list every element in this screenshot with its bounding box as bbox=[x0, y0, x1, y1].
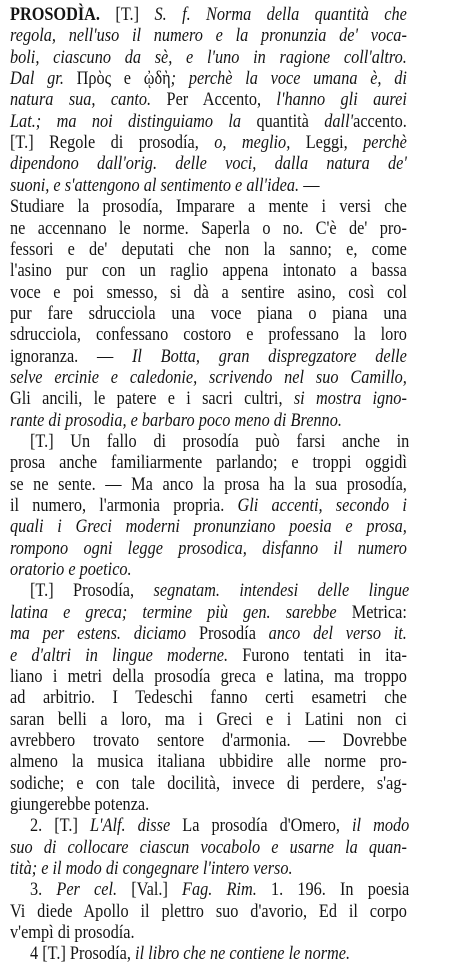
text-run: S. f. Norma della quantità che bbox=[154, 5, 407, 25]
text-run: rompono ogni legge prosodica, disfanno il numero bbox=[10, 538, 407, 559]
sense-4: 4 [T.] Prosodía, bbox=[30, 944, 136, 965]
text-run: pur fare sdrucciola una voce piana o piana una bbox=[10, 303, 407, 324]
text-run: anco del verso it. bbox=[268, 624, 407, 645]
sense-2: 2. [T.] bbox=[30, 816, 90, 837]
text-run: voce e poi smesso, si dà a sentire asino, così col bbox=[10, 282, 407, 303]
text-run: suoni, e s'attengono al sentimento e all'idea. bbox=[10, 175, 300, 196]
text-run: accento. bbox=[353, 111, 407, 132]
text-run: il numero, l'armonia propria. bbox=[10, 496, 238, 517]
text-run: latina e greca; termine più gen. sarebbe bbox=[10, 602, 352, 623]
text-run: perchè bbox=[363, 133, 407, 154]
text-run: se ne sente. — Ma anco la prosa ha la sua prosodía, bbox=[10, 474, 407, 495]
text-run: saran belli a loro, ma i Greci e i Latini non ci bbox=[10, 709, 407, 730]
text-run: ; perchè la voce umana è, di bbox=[170, 69, 407, 90]
text-run: Dal gr. bbox=[10, 69, 77, 90]
text-run: prosa anche familiarmente parlando; e troppi oggidì bbox=[10, 453, 407, 474]
text-run: quali i Greci moderni pronunziano poesia e prosa, bbox=[10, 517, 407, 538]
text-run: Fag. Rim. bbox=[182, 880, 271, 901]
text-run: sdrucciola, confessano costoro e professano la loro bbox=[10, 325, 407, 346]
text-run: suo di collocare ciascun vocabolo e usarne la quan- bbox=[10, 837, 407, 858]
text-run: dipendono dall'orig. delle voci, dalla natura de' bbox=[10, 154, 407, 175]
text-run: Metrica: bbox=[351, 602, 407, 623]
text-run: e d'altri in lingue moderne. bbox=[10, 645, 243, 666]
text-run: selve ercinie e caledonie, scrivendo nel suo Camillo, bbox=[10, 367, 407, 388]
text-run: o, meglio, bbox=[214, 133, 306, 154]
text-line bbox=[30, 942, 409, 966]
text-run: ignoranza. — bbox=[10, 346, 132, 367]
text-run: Vi diede Apollo il plettro suo d'avorio, Ed il corpo bbox=[10, 901, 407, 922]
greek-etymon: Πρὸς e ᾠδὴ bbox=[76, 69, 171, 90]
text-run: Il Botta, gran dispregzatore delle bbox=[131, 346, 407, 367]
text-run: ma per estens. diciamo bbox=[10, 624, 199, 645]
text-run: v'empì di prosodía. bbox=[10, 923, 135, 944]
text-run: Prosodía bbox=[198, 624, 269, 645]
text-run: si mostra igno- bbox=[293, 389, 407, 410]
text-run: l'asino pur con un raglio appena intonato a bassa bbox=[10, 261, 407, 282]
text-run: Per Accento, bbox=[166, 90, 277, 111]
text-run: natura sua, canto. bbox=[10, 90, 167, 111]
text-run: giungerebbe potenza. bbox=[10, 794, 150, 815]
source-tag: [T.] Regole di prosodía, bbox=[10, 133, 215, 154]
text-run: 1. 196. In poesia bbox=[270, 880, 410, 901]
headword: PROSODÌA. bbox=[10, 5, 101, 25]
source-tag: [T.] Un fallo di prosodía può farsi anche in bbox=[30, 432, 410, 452]
source-tag: [T.] Prosodía, bbox=[30, 581, 154, 602]
text-run: sodiche; e con tale docilità, invece di perdere, s'ag- bbox=[10, 773, 407, 794]
sense-3: 3. bbox=[30, 880, 57, 901]
text-run: Gli ancili, le patere e i sacri cultri, bbox=[10, 389, 294, 410]
text-run: quantità bbox=[256, 111, 325, 132]
text-run: l'hanno gli aurei bbox=[276, 90, 407, 111]
text-run: Furono tentati in ita- bbox=[242, 645, 407, 666]
text-run: il modo bbox=[352, 816, 410, 837]
text-run: almeno la musica italiana ubbidire alle norme pro- bbox=[10, 752, 407, 773]
text-run: rante di prosodia, e barbaro poco meno di Brenno. bbox=[10, 410, 342, 431]
text-run: ad arbitrio. I Tedeschi fanno certi esametri che bbox=[10, 688, 407, 709]
text-run: Leggi, bbox=[305, 133, 364, 154]
text-run: dall' bbox=[324, 111, 354, 132]
text-run: La prosodía d'Omero, bbox=[182, 816, 353, 837]
text-run: ne accennano le norme. Saperla o no. C'è de' pro- bbox=[10, 218, 407, 239]
text-run: oratorio e poetico. bbox=[10, 560, 132, 581]
text-run: tità; e il modo di congegnare l'intero verso. bbox=[10, 859, 293, 879]
text-run: boli, ciascuno da sè, e l'uno in ragione coll'altro. bbox=[10, 47, 407, 68]
text-run: L'Alf. disse bbox=[89, 816, 183, 837]
text-run: Lat.; ma noi distinguiamo la bbox=[10, 111, 257, 132]
text-run: Studiare la prosodía, Imparare a mente i versi che bbox=[10, 197, 407, 218]
text-run: liano i metri della prosodía greca e latina, ma troppo bbox=[10, 666, 407, 687]
text-run: Per cel. bbox=[56, 880, 132, 901]
text-run: fessori e de' deputati che non la sanno; e, come bbox=[10, 239, 407, 260]
source-tag: [T.] bbox=[100, 5, 155, 25]
text-run: il libro che ne contiene le norme. bbox=[135, 944, 351, 965]
text-run: [Val.] bbox=[131, 880, 183, 901]
text-run: avrebbero trovato sentore d'armonia. — Dovrebbe bbox=[10, 730, 407, 751]
text-run: — bbox=[299, 175, 320, 196]
text-run: regola, nell'uso il numero e la pronunzia de' voca- bbox=[10, 26, 407, 47]
text-run: Gli accenti, secondo i bbox=[237, 496, 407, 517]
text-run: segnatam. intendesi delle lingue bbox=[153, 581, 410, 602]
